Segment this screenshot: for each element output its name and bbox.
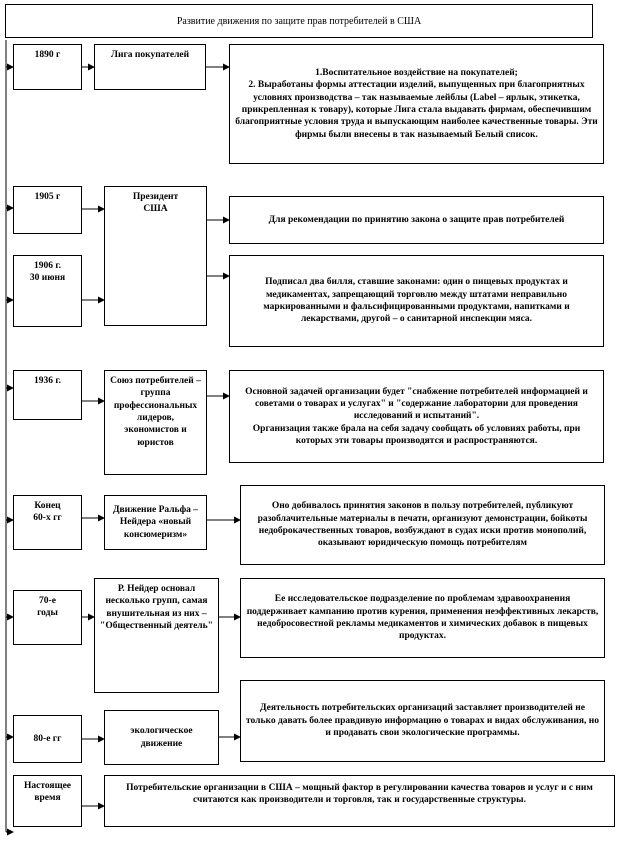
diagram-title: Развитие движения по защите прав потребителей в США xyxy=(5,4,593,38)
year-label: 1906 г. 30 июня xyxy=(29,261,66,284)
description-box-1890 xyxy=(229,44,604,164)
year-label: 1936 г. xyxy=(34,376,61,386)
year-box-1890 xyxy=(13,44,82,90)
year-label: 1905 г xyxy=(34,192,61,202)
actor-box-public-citizen xyxy=(94,578,219,693)
description-text: Основной задачей организации будет "снабжение потребителей информацией и советами о товарах и услугах" и "содержание лаборатории для проведения исследований и испытаний". Организация также брала на себя задачу сообщать об условиях работы, при которых эти товары производятся и распространяются. xyxy=(245,386,588,447)
description-text: Подписал два билля, ставшие законами: один о пищевых продуктах и медикаментах, запрещающий торговлю между штатами неправильно маркированными и фальсифицированными продуктами, напитками и лекарствами, другой – о санитарной инспекции мяса. xyxy=(263,277,570,325)
description-box-present xyxy=(104,775,615,827)
description-text: Для рекомендации по принятию закона о защите прав потребителей xyxy=(268,214,565,225)
description-box-60s xyxy=(240,485,605,565)
year-label: Конец 60-х гг xyxy=(33,501,62,524)
year-box-1936 xyxy=(13,370,82,420)
description-box-1936 xyxy=(229,370,604,463)
actor-label: Р. Нейдер основал несколько групп, самая внушительная из них – "Общественный деятель" xyxy=(100,584,213,632)
actor-label: Лига покупателей xyxy=(110,50,190,60)
actor-box-ecological-movement xyxy=(104,710,219,765)
description-box-70s xyxy=(240,578,605,658)
year-box-80s xyxy=(13,715,82,763)
description-text: Деятельность потребительских организаций заставляет производителей не только давать более правдивую информацию о товарах и видах обслуживания, но и продавать свои экологические программы. xyxy=(246,703,599,739)
year-label: 1890 г xyxy=(34,50,61,60)
description-text: Ее исследовательское подразделение по проблемам здравоохранения поддерживает кампанию против курения, применения неэффективных лекарств, недобросовестной рекламы медикаментов и химических добавок в пищевых продуктах. xyxy=(246,594,599,642)
description-text: 1.Воспитательное воздействие на покупателей; 2. Выработаны формы аттестации изделий, выпущенных при благоприятных условиях производства – так называемые лейблы (Label – ярлык, этикетка, прикрепленная к товару), которые Лига стала выдавать фирмам, обеспечившим благоприятные условия труда и выпускающим наиболее качественные товары. Эти фирмы были внесены в так называемый Белый список. xyxy=(235,67,598,140)
actor-label: экологическое движение xyxy=(130,726,193,749)
description-box-80s xyxy=(240,680,605,762)
actor-box-consumers-union xyxy=(104,370,207,475)
description-box-1905 xyxy=(229,196,604,244)
actor-box-president xyxy=(104,186,207,326)
description-box-1906 xyxy=(229,255,604,347)
year-label: Настоящее время xyxy=(23,781,72,804)
actor-label: Союз потребителей – группа профессиональных лидеров, экономистов и юристов xyxy=(110,376,201,448)
year-label: 80-е гг xyxy=(33,733,62,744)
actor-box-nader-movement xyxy=(104,495,207,550)
description-text: Потребительские организации в США – мощный фактор в регулировании качества товаров и услуг и с ним считаются как производители и торговля, так и государственные структуры. xyxy=(126,783,593,806)
year-box-present xyxy=(13,775,82,827)
year-box-70s xyxy=(13,590,82,645)
actor-box-league xyxy=(94,44,206,90)
year-box-1906 xyxy=(13,255,82,327)
year-box-late-60s xyxy=(13,495,82,550)
actor-label: Президент США xyxy=(132,192,179,215)
actor-label: Движение Ральфа –Нейдера «новый консюмеризм» xyxy=(112,504,199,540)
description-text: Оно добивалось принятия законов в пользу потребителей, публикуют разоблачительные материалы в печати, организуют демонстрации, бойкоты недоброкачественных товаров, возбуждают в судах иски против монополий, оказывают юридическую помощь потребителям xyxy=(257,501,588,549)
year-box-1905 xyxy=(13,186,82,234)
year-label: 70-е годы xyxy=(37,596,58,619)
